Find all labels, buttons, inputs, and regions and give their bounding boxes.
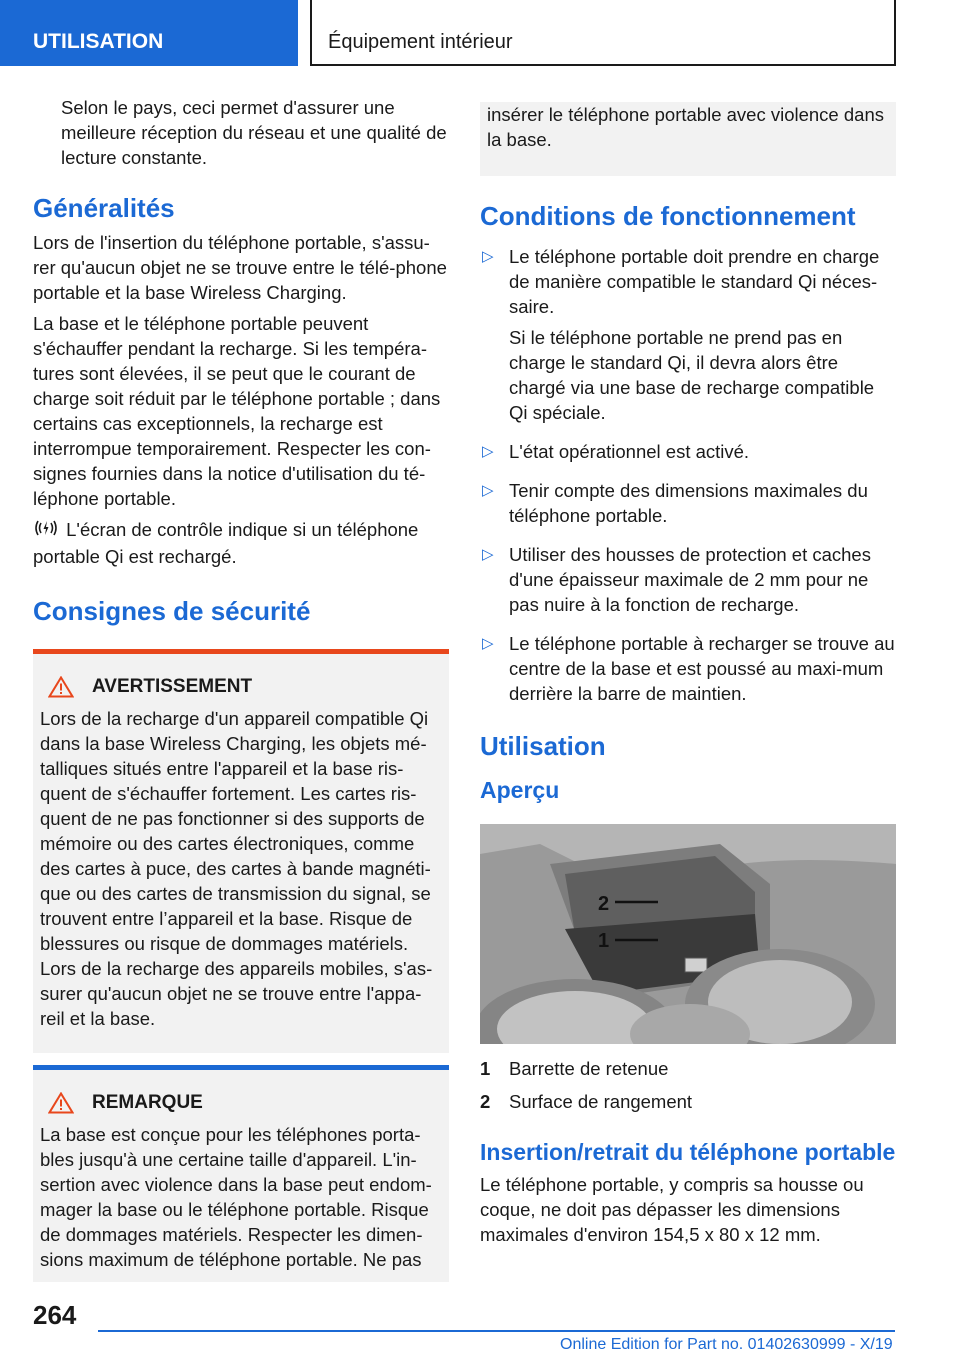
legend-item-2: 2 Surface de rangement <box>480 1091 693 1112</box>
legend-item-1: 1 Barrette de retenue <box>480 1058 669 1079</box>
section-tab: UTILISATION <box>0 0 298 66</box>
list-item: ▷ L'état opérationnel est activé. <box>482 441 750 462</box>
wireless-charging-icon <box>33 518 61 544</box>
paragraph-heating: La base et le téléphone portable peuvent s'échauffer pendant la recharge. Si les tempéra-tures sont élevées, il se peut que le courant de charge soit réduit par le téléphone portable ; dans certains cas exceptionnels, la recharge est interrompue temporairement. Respecter les con-signes fournies dans la notice d'utilisation du té-léphone portable. <box>33 313 441 509</box>
intro-paragraph: Selon le pays, ceci permet d'assurer une meilleure réception du réseau et une qualité de lecture constante. <box>61 97 447 168</box>
warning-box <box>33 649 449 1053</box>
note-text: La base est conçue pour les téléphones porta-bles jusqu'à une certaine taille d'appareil. L'in-sertion avec violence dans la base peut endom-mager la base ou le téléphone portable. Risque de dommages matériels. Respecter les dimen-sions maximum de téléphone portable. Ne pas <box>40 1124 432 1271</box>
list-item: ▷ Le téléphone portable à recharger se trouve au centre de la base et est poussé au maxi-mum derrière la barre de maintien. <box>482 633 895 704</box>
page-header <box>0 0 960 66</box>
triangle-bullet-icon: ▷ <box>482 443 494 460</box>
list-item: ▷ Le téléphone portable doit prendre en charge de manière compatible le standard Qi néces-saire. Si le téléphone portable ne prend pas en charge le standard Qi, il devra alors être chargé via une base de recharge compatible Qi spéciale. <box>482 246 880 423</box>
heading-insertion: Insertion/retrait du téléphone portable <box>480 1139 896 1165</box>
note-box-continued <box>480 102 896 176</box>
paragraph-indicator: L'écran de contrôle indique si un téléphone portable Qi est rechargé. <box>33 519 419 568</box>
warning-text: Lors de la recharge d'un appareil compatible Qi dans la base Wireless Charging, les objets mé-talliques situés entre l'appareil et la base ris-quent de s'échauffer fortement. Les cartes ris-quent de ne pas fonctionner si des supports de mémoire ou des cartes électroniques, comme des cartes à puce, des cartes à bande magnéti-que ou des cartes de transmission du signal, se trouvent entre l’appareil et la base. Risque de blessures ou risque de dommages matériels. Lors de la recharge des appareils mobiles, s'as-surer qu'aucun objet ne se trouve entre l'appa-reil et la base. <box>40 708 433 1030</box>
left-column <box>33 95 449 1282</box>
right-column <box>480 102 896 1253</box>
chapter-title: Équipement intérieur <box>310 0 896 66</box>
heading-generalites: Généralités <box>33 193 175 223</box>
heading-utilisation: Utilisation <box>480 731 606 761</box>
heading-apercu: Aperçu <box>480 777 560 803</box>
note-box <box>33 1065 449 1282</box>
photo-label-2: 2 <box>598 893 610 915</box>
note-text-continued: insérer le téléphone portable avec violence dans la base. <box>487 104 884 150</box>
footer-divider <box>98 1330 895 1332</box>
paragraph-dimensions: Le téléphone portable, y compris sa housse ou coque, ne doit pas dépasser les dimensions maximales d'environ 154,5 x 80 x 12 mm. <box>480 1174 864 1245</box>
triangle-bullet-icon: ▷ <box>482 482 494 499</box>
caution-triangle-icon <box>48 1092 74 1114</box>
conditions-list <box>480 244 896 706</box>
triangle-bullet-icon: ▷ <box>482 248 494 265</box>
page-number: 264 <box>33 1300 77 1330</box>
charging-tray-photo <box>480 824 896 1044</box>
list-item: ▷ Utiliser des housses de protection et caches d'une épaisseur maximale de 2 mm pour ne pas nuire à la fonction de recharge. <box>482 544 871 615</box>
edition-text: Online Edition for Part no. 01402630999 - X/19 <box>560 1336 893 1353</box>
photo-label-1: 1 <box>598 930 610 952</box>
triangle-bullet-icon: ▷ <box>482 546 494 563</box>
note-title: REMARQUE <box>92 1092 203 1114</box>
warning-triangle-icon <box>48 676 74 698</box>
heading-conditions: Conditions de fonctionnement <box>480 201 856 231</box>
warning-title: AVERTISSEMENT <box>92 676 253 698</box>
paragraph-insertion: Lors de l'insertion du téléphone portable, s'assu-rer qu'aucun objet ne se trouve entre le télé-phone portable et la base Wireless Charging. <box>33 232 447 303</box>
list-item: ▷ Tenir compte des dimensions maximales du téléphone portable. <box>482 480 868 526</box>
heading-consignes: Consignes de sécurité <box>33 596 311 627</box>
triangle-bullet-icon: ▷ <box>482 635 494 652</box>
